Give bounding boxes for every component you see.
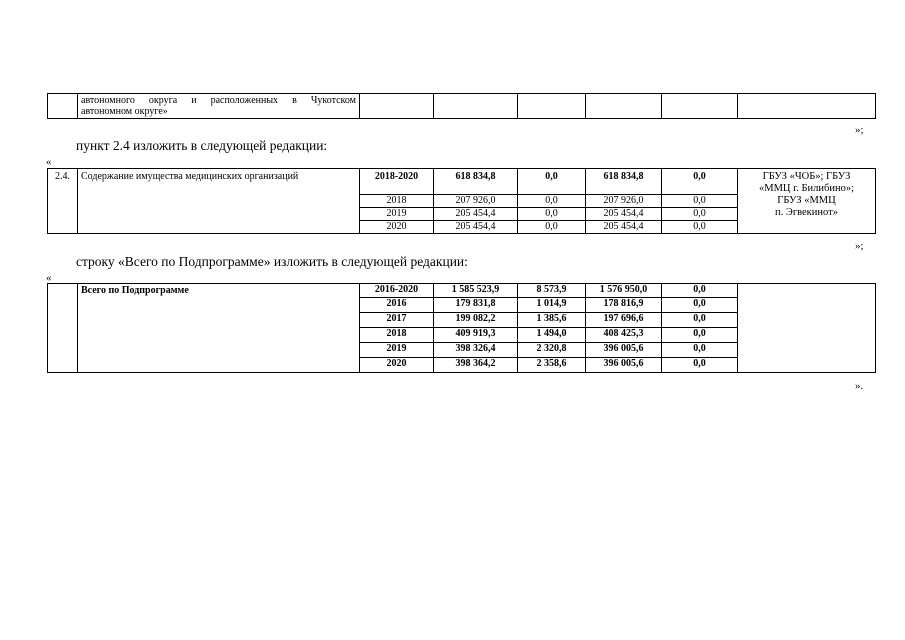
opening-quote-2: « bbox=[46, 272, 52, 284]
total-row-3-total: 409 919,3 bbox=[434, 328, 518, 343]
top-other-cell bbox=[662, 94, 738, 119]
top-exec-cell bbox=[738, 94, 876, 119]
item-row-2-other: 0,0 bbox=[662, 208, 738, 221]
total-row-3-period: 2018 bbox=[360, 328, 434, 343]
total-row-1-total: 179 831,8 bbox=[434, 298, 518, 313]
closing-quote-2: »; bbox=[855, 240, 864, 252]
total-row-5-other: 0,0 bbox=[662, 358, 738, 373]
closing-quote-3: ». bbox=[855, 380, 864, 392]
top-fed-cell bbox=[518, 94, 586, 119]
total-row-2-reg: 197 696,6 bbox=[586, 313, 662, 328]
total-row-2-other: 0,0 bbox=[662, 313, 738, 328]
total-row-3-other: 0,0 bbox=[662, 328, 738, 343]
total-row-2-total: 199 082,2 bbox=[434, 313, 518, 328]
item-row-1-reg: 207 926,0 bbox=[586, 195, 662, 208]
total-row-4-fed: 2 320,8 bbox=[518, 343, 586, 358]
item-executor-cell bbox=[738, 169, 876, 234]
total-row-5-period: 2020 bbox=[360, 358, 434, 373]
top-table-fragment bbox=[47, 93, 876, 119]
executor-line-4: п. Эгвекинот» bbox=[775, 207, 838, 218]
executor-line-3: ГБУЗ «ММЦ bbox=[777, 195, 836, 206]
top-period-cell bbox=[360, 94, 434, 119]
total-row-4-total: 398 326,4 bbox=[434, 343, 518, 358]
item-row-1-fed: 0,0 bbox=[518, 195, 586, 208]
top-name-line-2: автономном округе» bbox=[81, 106, 168, 117]
item-row-3-fed: 0,0 bbox=[518, 221, 586, 234]
top-name-cell bbox=[78, 94, 360, 119]
item-row-0-total: 618 834,8 bbox=[434, 169, 518, 195]
item-row-1-total: 207 926,0 bbox=[434, 195, 518, 208]
total-row-5-reg: 396 005,6 bbox=[586, 358, 662, 373]
total-row-4-reg: 396 005,6 bbox=[586, 343, 662, 358]
top-num-cell bbox=[48, 94, 78, 119]
total-row-3-fed: 1 494,0 bbox=[518, 328, 586, 343]
total-row-1-reg: 178 816,9 bbox=[586, 298, 662, 313]
executor-line-2: «ММЦ г. Билибино»; bbox=[758, 183, 854, 194]
total-row-3-reg: 408 425,3 bbox=[586, 328, 662, 343]
total-row-0-period: 2016-2020 bbox=[360, 284, 434, 298]
total-row-1-other: 0,0 bbox=[662, 298, 738, 313]
subprogram-total-table bbox=[47, 283, 876, 373]
total-row-4-period: 2019 bbox=[360, 343, 434, 358]
item-row-2-total: 205 454,4 bbox=[434, 208, 518, 221]
item-row-0-other: 0,0 bbox=[662, 169, 738, 195]
item-row-1-other: 0,0 bbox=[662, 195, 738, 208]
top-name-line-1: автономного округа и расположенных в Чукотском bbox=[81, 95, 356, 106]
opening-quote-1: « bbox=[46, 156, 52, 168]
item-row-0-reg: 618 834,8 bbox=[586, 169, 662, 195]
executor-line-1: ГБУЗ «ЧОБ»; ГБУЗ bbox=[762, 171, 851, 182]
total-row-5-total: 398 364,2 bbox=[434, 358, 518, 373]
total-row-0-fed: 8 573,9 bbox=[518, 284, 586, 298]
item-row-2-reg: 205 454,4 bbox=[586, 208, 662, 221]
closing-quote-1: »; bbox=[855, 124, 864, 136]
total-name-cell: Всего по Подпрограмме bbox=[78, 284, 360, 373]
item-2-4-table bbox=[47, 168, 876, 234]
total-num-cell bbox=[48, 284, 78, 373]
paragraph-total-row: строку «Всего по Подпрограмме» изложить в следующей редакции: bbox=[76, 254, 468, 269]
item-row-3-other: 0,0 bbox=[662, 221, 738, 234]
total-row-0-other: 0,0 bbox=[662, 284, 738, 298]
total-row-0-total: 1 585 523,9 bbox=[434, 284, 518, 298]
total-row-5-fed: 2 358,6 bbox=[518, 358, 586, 373]
item-row-3-period: 2020 bbox=[360, 221, 434, 234]
item-row-0-period: 2018-2020 bbox=[360, 169, 434, 195]
total-row-2-period: 2017 bbox=[360, 313, 434, 328]
total-row-4-other: 0,0 bbox=[662, 343, 738, 358]
item-row-3-reg: 205 454,4 bbox=[586, 221, 662, 234]
total-row-0-reg: 1 576 950,0 bbox=[586, 284, 662, 298]
item-name-cell: Содержание имущества медицинских организаций bbox=[78, 169, 360, 234]
total-row-2-fed: 1 385,6 bbox=[518, 313, 586, 328]
item-row-2-period: 2019 bbox=[360, 208, 434, 221]
total-row-1-period: 2016 bbox=[360, 298, 434, 313]
item-row-0-fed: 0,0 bbox=[518, 169, 586, 195]
total-row-1-fed: 1 014,9 bbox=[518, 298, 586, 313]
item-row-1-period: 2018 bbox=[360, 195, 434, 208]
item-row-2-fed: 0,0 bbox=[518, 208, 586, 221]
total-exec-cell bbox=[738, 284, 876, 373]
paragraph-item-2-4: пункт 2.4 изложить в следующей редакции: bbox=[76, 138, 328, 153]
top-reg-cell bbox=[586, 94, 662, 119]
item-num-cell: 2.4. bbox=[48, 169, 78, 234]
top-total-cell bbox=[434, 94, 518, 119]
item-row-3-total: 205 454,4 bbox=[434, 221, 518, 234]
